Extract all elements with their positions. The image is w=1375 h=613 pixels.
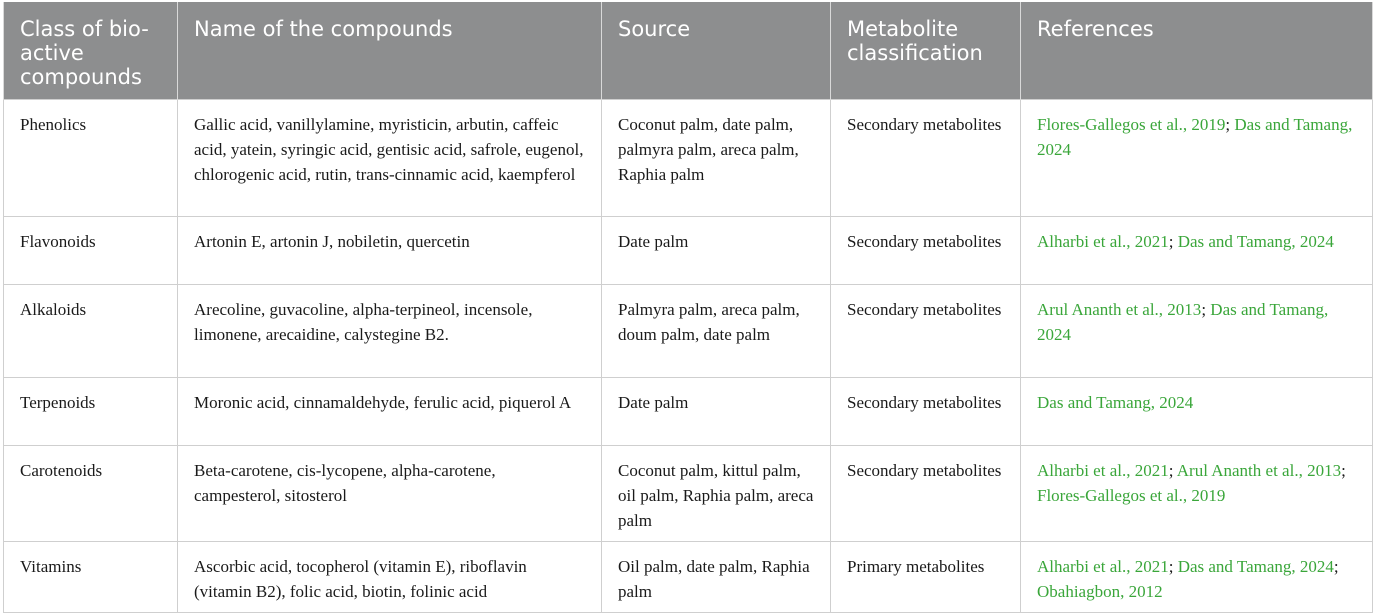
table-row	[4, 100, 1373, 217]
cell-class: Flavonoids	[4, 217, 178, 285]
cell-class: Carotenoids	[4, 446, 178, 542]
table-header	[4, 2, 1373, 100]
cell-class: Alkaloids	[4, 285, 178, 378]
reference-link[interactable]: Alharbi et al., 2021	[1037, 557, 1169, 576]
cell-compounds: Gallic acid, vanillylamine, myristicin, arbutin, caffeic acid, yatein, syringic acid, gentisic acid, safrole, eugenol, chlorogenic acid, rutin, trans-cinnamic acid, kaempferol	[178, 100, 602, 217]
cell-metabolite: Secondary metabolites	[831, 446, 1021, 542]
table-row	[4, 378, 1373, 446]
cell-compounds: Moronic acid, cinnamaldehyde, ferulic acid, piquerol A	[178, 378, 602, 446]
cell-references: Flores-Gallegos et al., 2019; Das and Tamang, 2024	[1021, 100, 1373, 217]
cell-references: Arul Ananth et al., 2013; Das and Tamang, 2024	[1021, 285, 1373, 378]
cell-metabolite: Secondary metabolites	[831, 217, 1021, 285]
table-body	[4, 100, 1373, 613]
cell-class: Terpenoids	[4, 378, 178, 446]
cell-source: Oil palm, date palm, Raphia palm	[602, 542, 831, 613]
reference-link[interactable]: Alharbi et al., 2021	[1037, 232, 1169, 251]
header-references: References	[1021, 2, 1373, 100]
cell-metabolite: Primary metabolites	[831, 542, 1021, 613]
cell-metabolite: Secondary metabolites	[831, 100, 1021, 217]
header-class: Class of bio-active compounds	[4, 2, 178, 100]
cell-compounds: Arecoline, guvacoline, alpha-terpineol, incensole, limonene, arecaidine, calystegine B2.	[178, 285, 602, 378]
reference-link[interactable]: Flores-Gallegos et al., 2019	[1037, 115, 1226, 134]
cell-source: Date palm	[602, 217, 831, 285]
cell-metabolite: Secondary metabolites	[831, 378, 1021, 446]
reference-link[interactable]: Das and Tamang, 2024	[1177, 557, 1334, 576]
cell-source: Coconut palm, date palm, palmyra palm, areca palm, Raphia palm	[602, 100, 831, 217]
reference-link[interactable]: Arul Ananth et al., 2013	[1037, 300, 1202, 319]
cell-references: Alharbi et al., 2021; Das and Tamang, 2024	[1021, 217, 1373, 285]
cell-source: Date palm	[602, 378, 831, 446]
reference-link[interactable]: Flores-Gallegos et al., 2019	[1037, 486, 1226, 505]
table-row	[4, 542, 1373, 613]
header-metabolite: Metabolite classification	[831, 2, 1021, 100]
table-row	[4, 217, 1373, 285]
reference-link[interactable]: Alharbi et al., 2021	[1037, 461, 1169, 480]
cell-source: Coconut palm, kittul palm, oil palm, Raphia palm, areca palm	[602, 446, 831, 542]
cell-source: Palmyra palm, areca palm, doum palm, date palm	[602, 285, 831, 378]
bio-active-compounds-table	[3, 2, 1373, 613]
cell-class: Phenolics	[4, 100, 178, 217]
table-row	[4, 285, 1373, 378]
reference-link[interactable]: Das and Tamang, 2024	[1037, 300, 1329, 344]
cell-class: Vitamins	[4, 542, 178, 613]
cell-metabolite: Secondary metabolites	[831, 285, 1021, 378]
reference-link[interactable]: Arul Ananth et al., 2013	[1176, 461, 1342, 480]
header-row	[4, 2, 1373, 100]
header-source: Source	[602, 2, 831, 100]
reference-link[interactable]: Das and Tamang, 2024	[1177, 232, 1334, 251]
header-compounds: Name of the compounds	[178, 2, 602, 100]
reference-link[interactable]: Das and Tamang, 2024	[1037, 115, 1353, 159]
cell-compounds: Artonin E, artonin J, nobiletin, quercetin	[178, 217, 602, 285]
cell-compounds: Beta-carotene, cis-lycopene, alpha-carotene, campesterol, sitosterol	[178, 446, 602, 542]
cell-references: Alharbi et al., 2021; Arul Ananth et al., 2013; Flores-Gallegos et al., 2019	[1021, 446, 1373, 542]
cell-references	[1021, 378, 1373, 446]
reference-link[interactable]: Obahiagbon, 2012	[1037, 582, 1163, 601]
cell-references: Alharbi et al., 2021; Das and Tamang, 2024; Obahiagbon, 2012	[1021, 542, 1373, 613]
reference-link[interactable]: Das and Tamang, 2024	[1037, 393, 1194, 412]
table-row	[4, 446, 1373, 542]
cell-compounds: Ascorbic acid, tocopherol (vitamin E), riboflavin (vitamin B2), folic acid, biotin, folinic acid	[178, 542, 602, 613]
